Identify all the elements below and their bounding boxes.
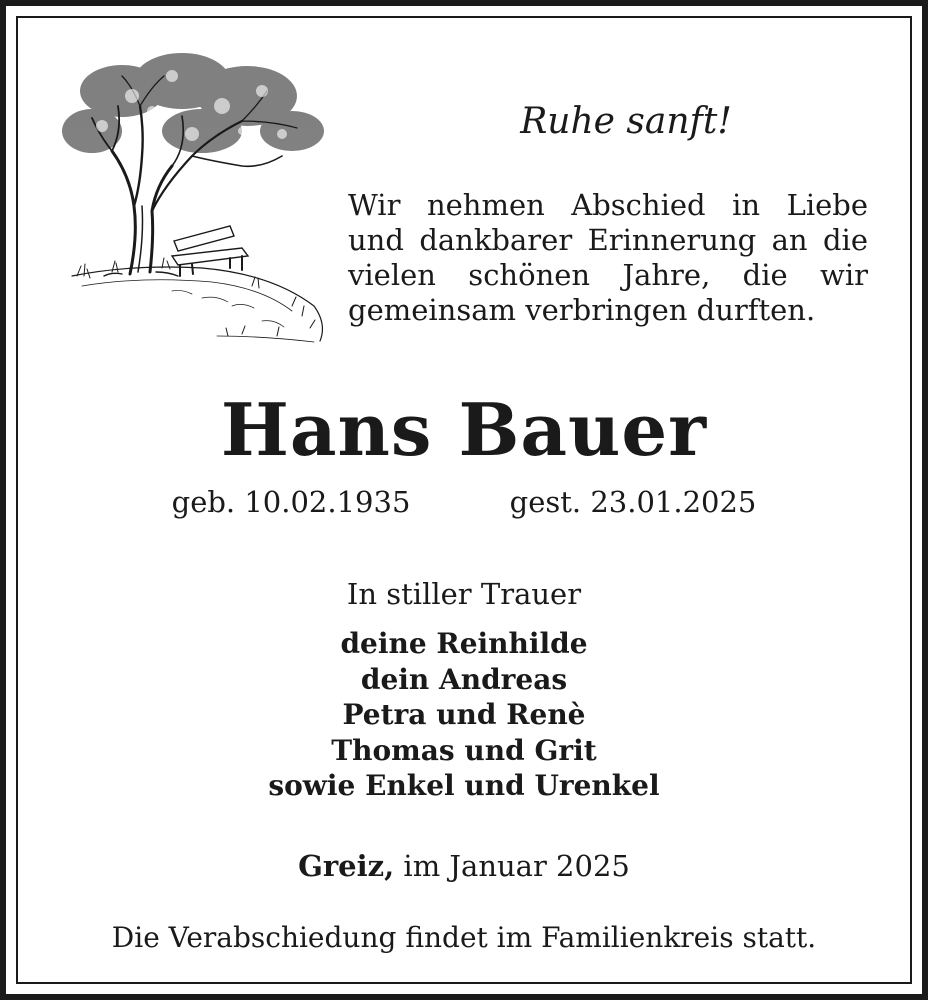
intro-line: vielen schönen Jahre, die wir (348, 258, 868, 292)
tree-with-bench-icon (52, 36, 332, 351)
family-member: dein Andreas (360, 662, 568, 696)
birth-date: geb. 10.02.1935 (171, 485, 411, 519)
farewell-note: Die Verabschiedung findet im Familienkreis statt. (111, 921, 817, 954)
mourning-label: In stiller Trauer (346, 577, 582, 611)
city: Greiz, (298, 849, 395, 883)
intro-line: und dankbarer Erinnerung an die (348, 223, 868, 257)
family-member: Petra und Renè (342, 698, 586, 731)
family-member: Thomas und Grit (331, 733, 597, 767)
life-dates (6, 482, 922, 522)
death-date: gest. 23.01.2025 (509, 485, 757, 519)
family-list (6, 626, 922, 804)
intro-text (348, 188, 868, 328)
motto: Ruhe sanft! (520, 101, 732, 142)
deceased-name: Hans Bauer (220, 387, 708, 472)
family-member: sowie Enkel und Urenkel (268, 769, 660, 802)
place-date (6, 846, 922, 886)
intro-line: Wir nehmen Abschied in Liebe (348, 188, 868, 222)
month-year: im Januar 2025 (403, 849, 630, 883)
family-member: deine Reinhilde (340, 627, 588, 660)
intro-line: gemeinsam verbringen durften. (348, 293, 816, 327)
